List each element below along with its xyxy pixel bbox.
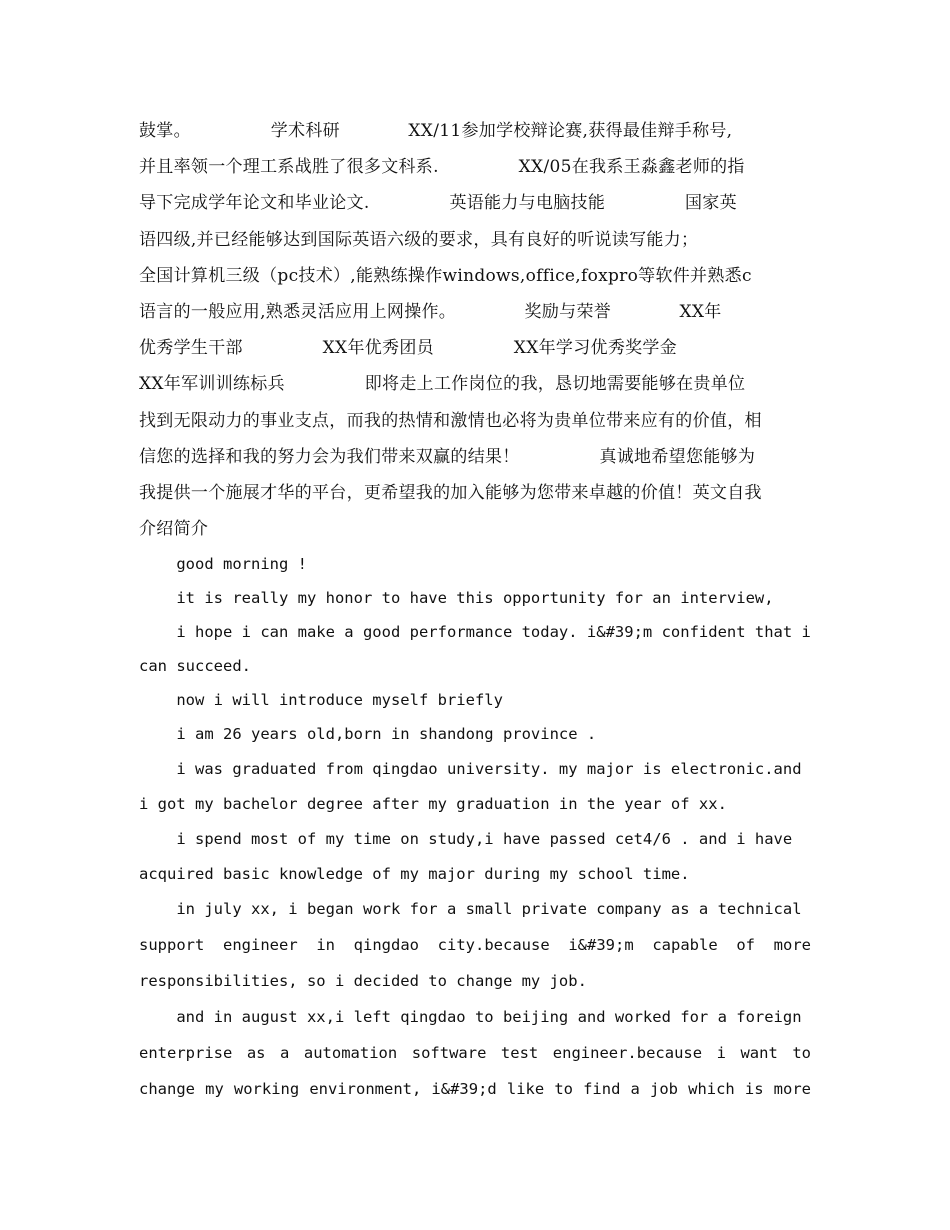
text-line: 介绍简介 xyxy=(139,519,209,540)
text-line: 语四级,并已经能够达到国际英语六级的要求，具有良好的听说读写能力； xyxy=(139,229,699,250)
text-line: 并且率领一个理工系战胜了很多文科系. XX/05在我系王淼鑫老师的指 xyxy=(139,157,745,178)
text-line: i was graduated from qingdao university. my major is electronic.and xyxy=(139,760,802,778)
text-line: and in august xx,i left qingdao to beijing and worked for a foreign xyxy=(139,1008,802,1026)
text-line: change my working environment, i&#39;d like to find a job which is more xyxy=(139,1080,811,1098)
text-line: i spend most of my time on study,i have passed cet4/6 . and i have xyxy=(139,830,793,848)
english-introduction xyxy=(139,547,811,1107)
text-line: XX年军训训练标兵 即将走上工作岗位的我，恳切地需要能够在贵单位 xyxy=(139,374,746,395)
text-line: i am 26 years old,born in shandong province . xyxy=(139,725,597,743)
text-line: can succeed. xyxy=(139,657,251,675)
text-line: 语言的一般应用,熟悉灵活应用上网操作。 奖励与荣誉 XX年 xyxy=(139,301,722,322)
text-line: support engineer in qingdao city.because i&#39;m capable of more xyxy=(139,936,811,954)
chinese-paragraph xyxy=(139,113,811,547)
text-line: 全国计算机三级（pc技术）,能熟练操作windows,office,foxpro等软件并熟悉c xyxy=(139,265,752,286)
text-line: it is really my honor to have this opportunity for an interview, xyxy=(139,589,774,607)
text-line: good morning ! xyxy=(139,555,307,573)
text-line: 优秀学生干部 XX年优秀团员 XX年学习优秀奖学金 xyxy=(139,338,678,359)
text-line: 我提供一个施展才华的平台，更希望我的加入能够为您带来卓越的价值！英文自我 xyxy=(139,482,762,503)
text-line: 鼓掌。 学术科研 XX/11参加学校辩论赛,获得最佳辩手称号, xyxy=(139,121,733,141)
text-line: in july xx, i began work for a small private company as a technical xyxy=(139,900,802,918)
text-line: now i will introduce myself briefly xyxy=(139,691,503,709)
text-line: responsibilities, so i decided to change my job. xyxy=(139,972,587,990)
text-line: 信您的选择和我的努力会为我们带来双赢的结果！ 真诚地希望您能够为 xyxy=(139,446,756,467)
text-line: 找到无限动力的事业支点，而我的热情和激情也必将为贵单位带来应有的价值，相 xyxy=(139,410,762,431)
text-line: acquired basic knowledge of my major during my school time. xyxy=(139,865,690,883)
text-line: i hope i can make a good performance today. i&#39;m confident that i xyxy=(139,623,811,641)
text-line: 导下完成学年论文和毕业论文. 英语能力与电脑技能 国家英 xyxy=(139,193,737,214)
text-line: enterprise as a automation software test engineer.because i want to xyxy=(139,1044,811,1062)
text-line: i got my bachelor degree after my graduation in the year of xx. xyxy=(139,795,727,813)
